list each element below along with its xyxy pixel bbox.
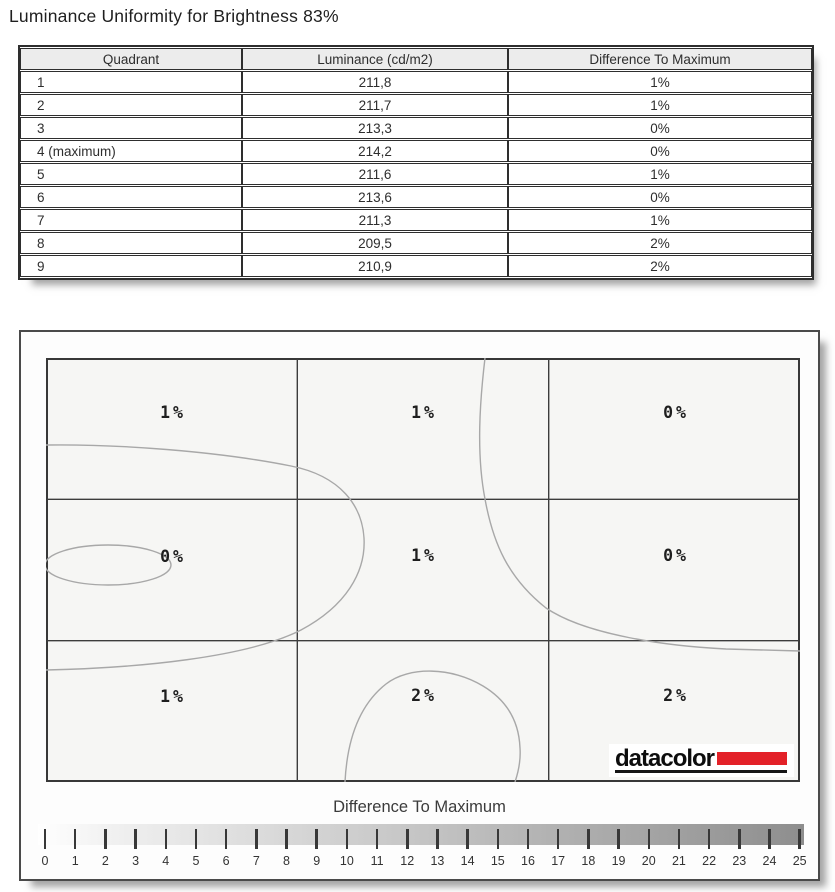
tick-label: 25 — [792, 854, 807, 868]
tick-label: 20 — [641, 854, 656, 868]
tick-mark — [195, 829, 198, 849]
cell-quadrant: 6 — [20, 186, 242, 208]
cell-quadrant: 3 — [20, 117, 242, 139]
table-row — [20, 232, 812, 254]
cell-percent-label: 2% — [411, 686, 437, 705]
tick-label: 18 — [581, 854, 596, 868]
tick-mark — [768, 829, 771, 849]
tick-label: 24 — [762, 854, 777, 868]
tick-mark — [165, 829, 168, 849]
cell-luminance: 213,6 — [242, 186, 508, 208]
cell-percent-label: 0% — [663, 403, 689, 422]
tick-mark — [44, 829, 47, 849]
table-row — [20, 186, 812, 208]
tick-label: 11 — [370, 854, 384, 868]
tick-label: 1 — [71, 854, 79, 868]
tick-mark — [285, 829, 288, 849]
cell-luminance: 211,7 — [242, 94, 508, 116]
tick-label: 5 — [192, 854, 200, 868]
contour-plot — [46, 358, 800, 782]
datacolor-logo-text: datacolor — [615, 745, 715, 772]
tick-mark — [436, 829, 439, 849]
cell-percent-label: 1% — [160, 687, 186, 706]
cell-difference: 1% — [508, 71, 812, 93]
cell-percent-label: 0% — [160, 547, 186, 566]
tick-mark — [708, 829, 711, 849]
tick-mark — [134, 829, 137, 849]
tick-mark — [346, 829, 349, 849]
tick-label: 9 — [313, 854, 321, 868]
tick-mark — [527, 829, 530, 849]
table-row — [20, 255, 812, 277]
tick-label: 4 — [162, 854, 170, 868]
cell-quadrant: 7 — [20, 209, 242, 231]
cell-percent-label: 0% — [663, 546, 689, 565]
page-title: Luminance Uniformity for Brightness 83% — [9, 6, 339, 26]
cell-difference: 2% — [508, 232, 812, 254]
tick-label: 7 — [252, 854, 260, 868]
table-row — [20, 163, 812, 185]
contour-plot-svg — [46, 358, 800, 782]
cell-luminance: 209,5 — [242, 232, 508, 254]
datacolor-logo — [609, 744, 794, 777]
table-row — [20, 117, 812, 139]
tick-label: 10 — [339, 854, 354, 868]
cell-quadrant: 5 — [20, 163, 242, 185]
cell-quadrant: 4 (maximum) — [20, 140, 242, 162]
tick-label: 0 — [41, 854, 49, 868]
table-row — [20, 94, 812, 116]
tick-mark — [738, 829, 741, 849]
cell-luminance: 214,2 — [242, 140, 508, 162]
tick-mark — [104, 829, 107, 849]
scale-title: Difference To Maximum — [333, 798, 506, 816]
tick-label: 16 — [521, 854, 535, 868]
cell-luminance: 211,3 — [242, 209, 508, 231]
cell-luminance: 211,8 — [242, 71, 508, 93]
tick-mark — [74, 829, 77, 849]
tick-mark — [315, 829, 318, 849]
cell-luminance: 210,9 — [242, 255, 508, 277]
header-difference: Difference To Maximum — [508, 48, 812, 70]
cell-difference: 0% — [508, 117, 812, 139]
tick-label: 2 — [101, 854, 109, 868]
tick-label: 12 — [400, 854, 415, 868]
cell-percent-label: 2% — [663, 686, 689, 705]
table-row — [20, 71, 812, 93]
tick-mark — [648, 829, 651, 849]
cell-luminance: 211,6 — [242, 163, 508, 185]
cell-percent-label: 1% — [411, 546, 437, 565]
cell-luminance: 213,3 — [242, 117, 508, 139]
tick-label: 14 — [460, 854, 475, 868]
tick-mark — [376, 829, 379, 849]
tick-mark — [497, 829, 500, 849]
table-header-row — [20, 48, 812, 70]
tick-label: 15 — [490, 854, 505, 868]
cell-difference: 1% — [508, 163, 812, 185]
cell-percent-label: 1% — [411, 403, 437, 422]
tick-label: 13 — [430, 854, 445, 868]
tick-mark — [617, 829, 620, 849]
tick-mark — [255, 829, 258, 849]
table-row — [20, 209, 812, 231]
tick-mark — [798, 829, 801, 849]
table-row — [20, 140, 812, 162]
plot-frame — [47, 359, 799, 781]
cell-quadrant: 2 — [20, 94, 242, 116]
tick-label: 19 — [611, 854, 626, 868]
tick-mark — [466, 829, 469, 849]
cell-difference: 0% — [508, 140, 812, 162]
tick-mark — [225, 829, 228, 849]
cell-percent-label: 1% — [160, 403, 186, 422]
cell-quadrant: 9 — [20, 255, 242, 277]
cell-difference: 1% — [508, 94, 812, 116]
tick-mark — [678, 829, 681, 849]
tick-label: 6 — [222, 854, 230, 868]
header-luminance: Luminance (cd/m2) — [242, 48, 508, 70]
cell-difference: 1% — [508, 209, 812, 231]
cell-difference: 2% — [508, 255, 812, 277]
tick-label: 8 — [283, 854, 290, 868]
luminance-table — [18, 45, 814, 280]
tick-label: 3 — [132, 854, 140, 868]
tick-mark — [587, 829, 590, 849]
tick-label: 23 — [732, 854, 747, 868]
cell-quadrant: 8 — [20, 232, 242, 254]
tick-label: 17 — [551, 854, 566, 868]
cell-difference: 0% — [508, 186, 812, 208]
tick-mark — [557, 829, 560, 849]
cell-quadrant: 1 — [20, 71, 242, 93]
uniformity-table — [18, 45, 810, 280]
tick-label: 21 — [671, 854, 686, 868]
tick-mark — [406, 829, 409, 849]
header-quadrant: Quadrant — [20, 48, 242, 70]
uniformity-chart — [19, 330, 820, 881]
scale-ticks — [41, 829, 807, 868]
datacolor-logo-red-bar — [717, 752, 787, 765]
datacolor-logo-inner — [615, 745, 787, 773]
tick-label: 22 — [702, 854, 717, 868]
